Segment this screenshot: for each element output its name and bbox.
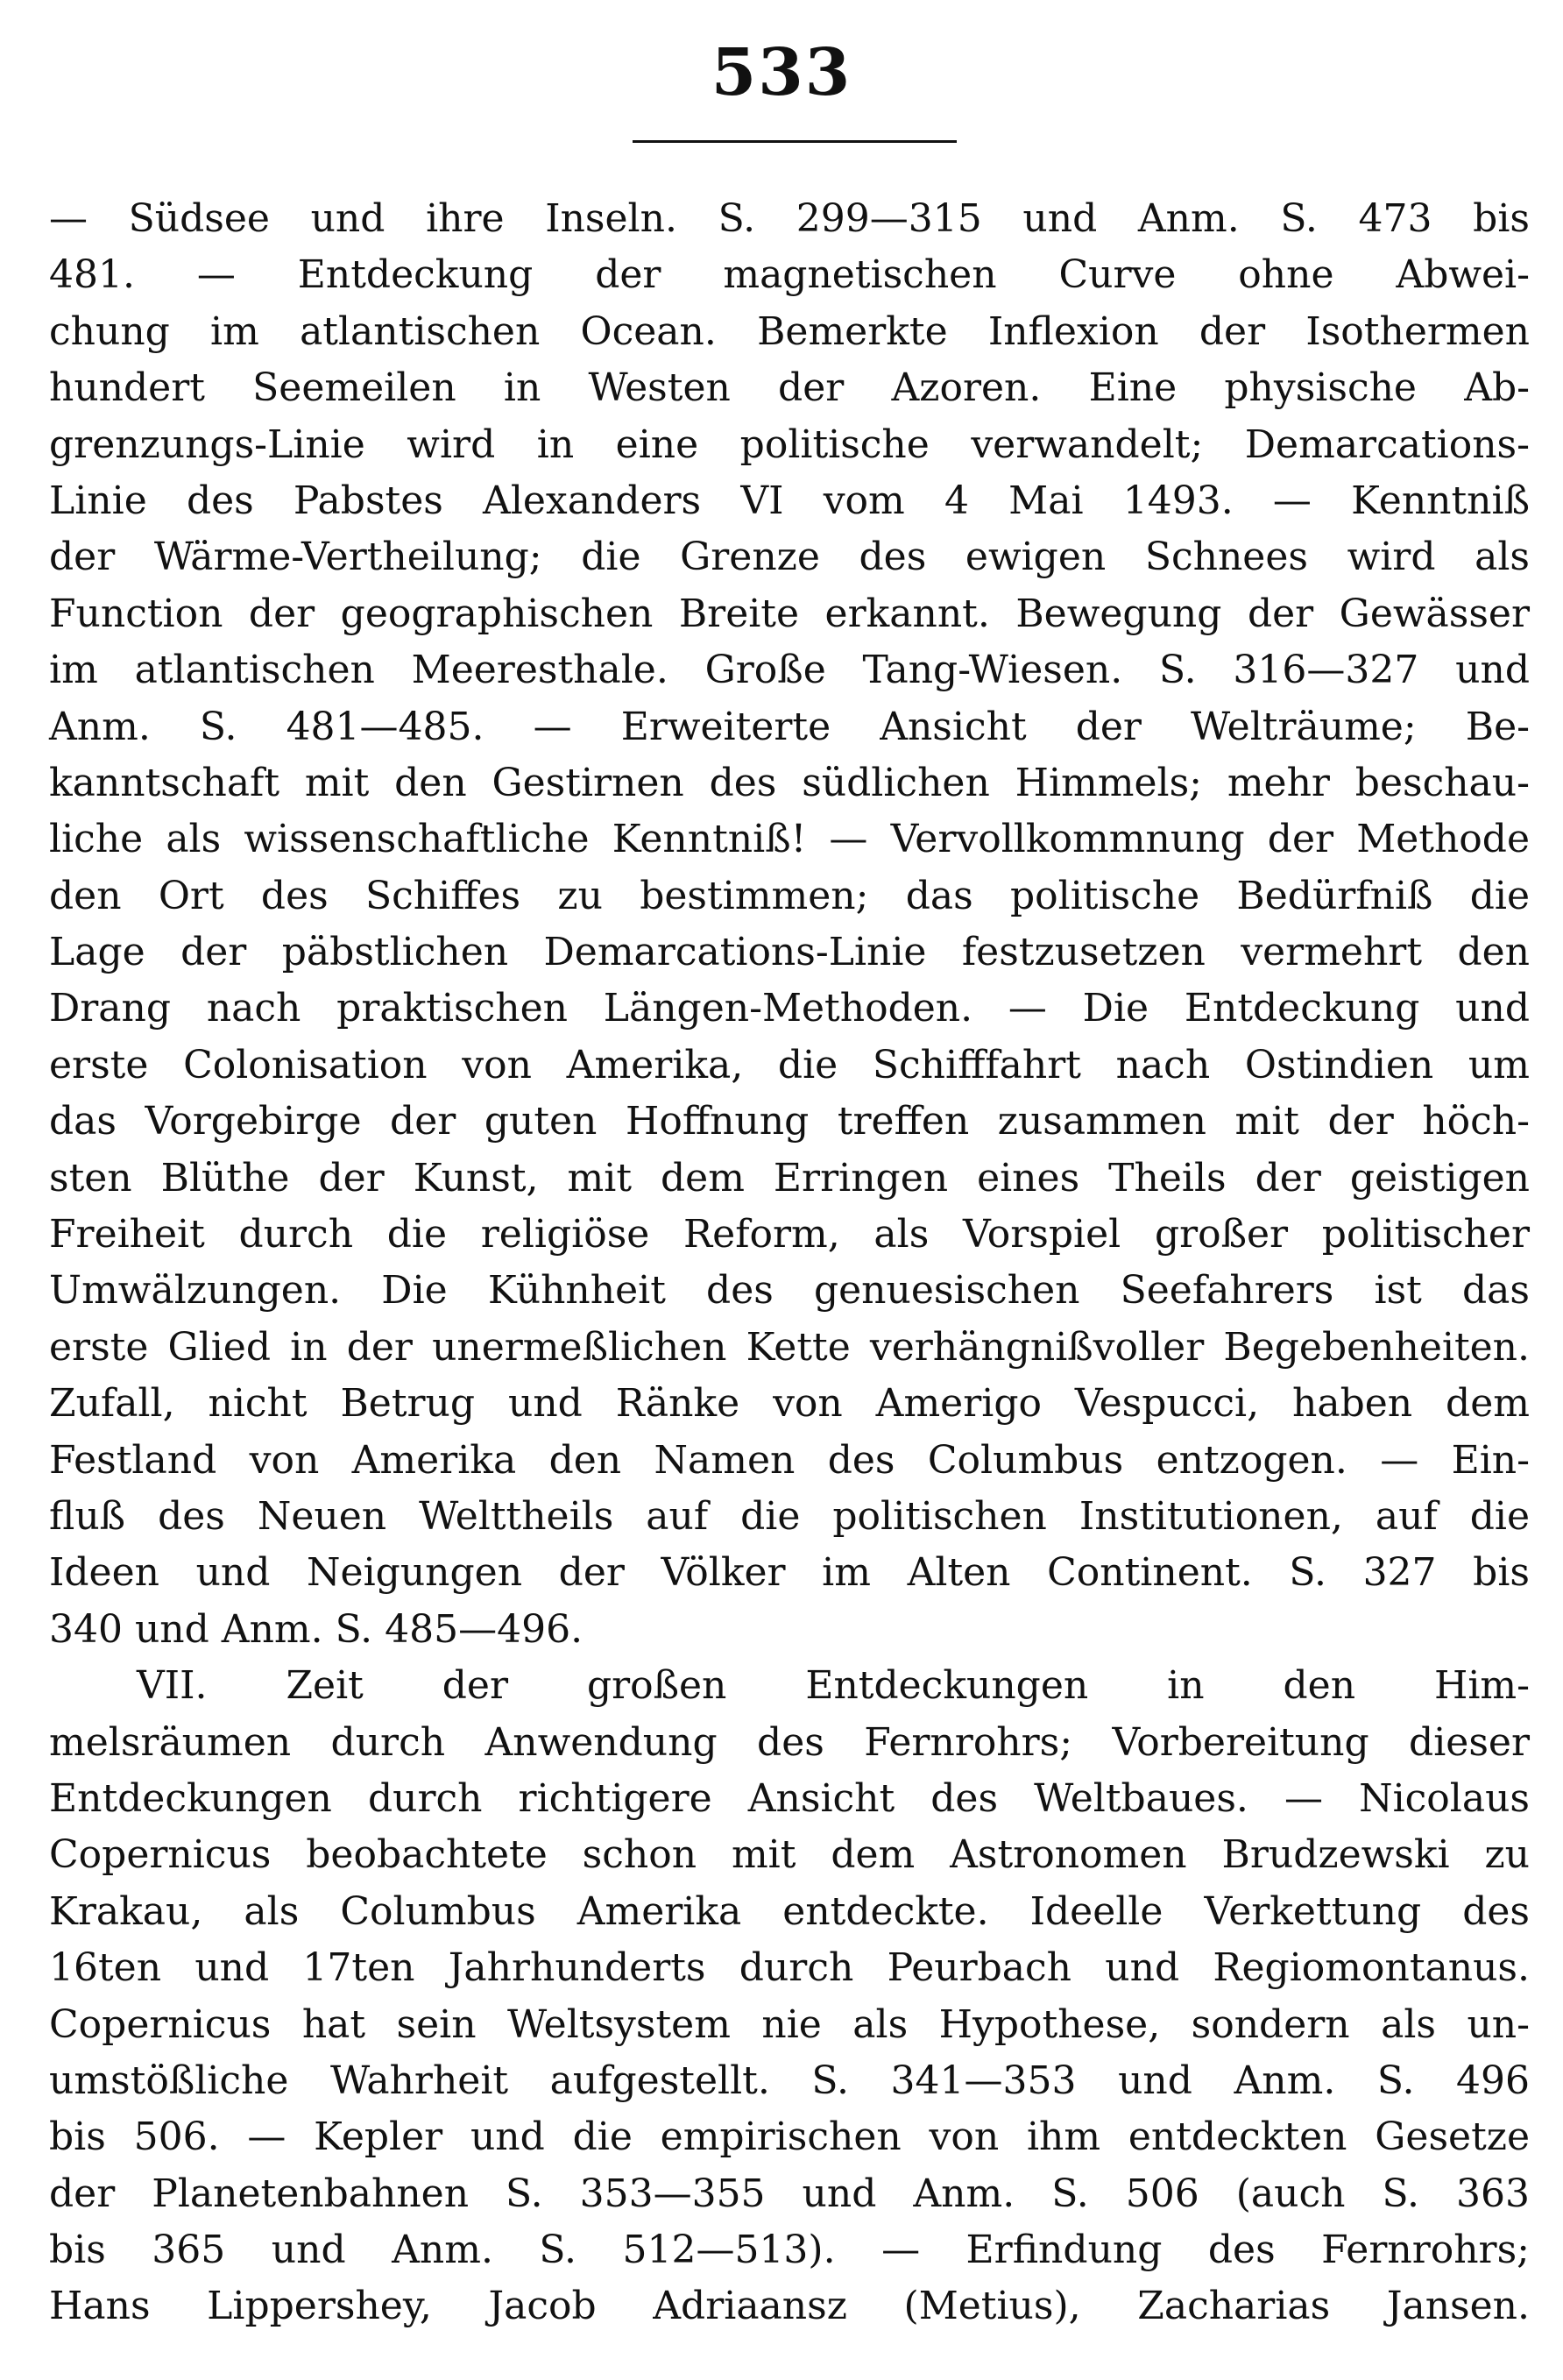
text-line: grenzungs-Linie wird in eine politische verwandelt; Demarcations- [49,421,1530,467]
text-line: Copernicus beobachtete schon mit dem Astronomen Brudzewski zu [49,1832,1530,1878]
text-line: liche als wissenschaftliche Kenntniß! — Vervollkommnung der Methode [49,817,1530,862]
text-line: Copernicus hat sein Weltsystem nie als Hypothese, sondern als un- [49,2001,1530,2047]
text-line: im atlantischen Meeresthale. Große Tang-Wiesen. S. 316—327 und [49,648,1530,693]
text-line: Lage der päbstlichen Demarcations-Linie festzusetzen vermehrt den [49,930,1530,975]
text-line: 340 und Anm. S. 485—496. [49,1606,583,1652]
text-line: der Planetenbahnen S. 353—355 und Anm. S. 506 (auch S. 363 [49,2171,1530,2216]
text-line: Anm. S. 481—485. — Erweiterte Ansicht der Welträume; Be- [49,704,1530,749]
text-line: sten Blüthe der Kunst, mit dem Erringen eines Theils der geistigen [49,1155,1530,1201]
text-line: den Ort des Schiffes zu bestimmen; das politische Bedürfniß die [49,873,1530,918]
text-line: Entdeckungen durch richtigere Ansicht des Weltbaues. — Nicolaus [49,1775,1530,1821]
text-line: Umwälzungen. Die Kühnheit des genuesischen Seefahrers ist das [49,1268,1530,1314]
text-line: Drang nach praktischen Längen-Methoden. — Die Entdeckung und [49,986,1530,1031]
section-heading-line: VII. Zeit der großen Entdeckungen in den Him- [137,1663,1530,1709]
text-line: melsräumen durch Anwendung des Fernrohrs; Vorbereitung dieser [49,1719,1530,1765]
text-line: kanntschaft mit den Gestirnen des südlichen Himmels; mehr beschau- [49,760,1530,805]
page-number: 533 [711,35,852,110]
text-line: chung im atlantischen Ocean. Bemerkte Inflexion der Isothermen [49,308,1530,354]
text-line: bis 506. — Kepler und die empirischen von ihm entdeckten Gesetze [49,2114,1530,2160]
text-line: hundert Seemeilen in Westen der Azoren. Eine physische Ab- [49,365,1530,411]
text-line: das Vorgebirge der guten Hoffnung treffen zusammen mit der höch- [49,1099,1530,1144]
text-line: Hans Lippershey, Jacob Adriaansz (Metius), Zacharias Jansen. [49,2284,1530,2329]
header-rule [633,140,957,143]
text-line: — Südsee und ihre Inseln. S. 299—315 und Anm. S. 473 bis [49,196,1530,241]
text-line: umstößliche Wahrheit aufgestellt. S. 341—353 und Anm. S. 496 [49,2058,1530,2103]
text-line: fluß des Neuen Welttheils auf die politischen Institutionen, auf die [49,1493,1530,1539]
text-line: erste Glied in der unermeßlichen Kette verhängnißvoller Begebenheiten. [49,1324,1530,1370]
text-line: Zufall, nicht Betrug und Ränke von Amerigo Vespucci, haben dem [49,1381,1530,1427]
text-line: 481. — Entdeckung der magnetischen Curve ohne Abwei- [49,252,1530,298]
text-line: Festland von Amerika den Namen des Columbus entzogen. — Ein- [49,1437,1530,1483]
text-line: erste Colonisation von Amerika, die Schifffahrt nach Ostindien um [49,1042,1530,1087]
text-line: Linie des Pabstes Alexanders VI vom 4 Mai 1493. — Kenntniß [49,478,1530,523]
text-line: Ideen und Neigungen der Völker im Alten Continent. S. 327 bis [49,1550,1530,1596]
text-line: bis 365 und Anm. S. 512—513). — Erfindung des Fernrohrs; [49,2228,1530,2273]
text-line: Freiheit durch die religiöse Reform, als Vorspiel großer politischer [49,1212,1530,1257]
body-text [49,191,1530,2335]
text-line: Krakau, als Columbus Amerika entdeckte. Ideelle Verkettung des [49,1888,1530,1934]
text-line: Function der geographischen Breite erkannt. Bewegung der Gewässer [49,591,1530,636]
text-line: 16ten und 17ten Jahrhunderts durch Peurbach und Regiomontanus. [49,1945,1530,1991]
text-line: der Wärme-Vertheilung; die Grenze des ewigen Schnees wird als [49,535,1530,580]
